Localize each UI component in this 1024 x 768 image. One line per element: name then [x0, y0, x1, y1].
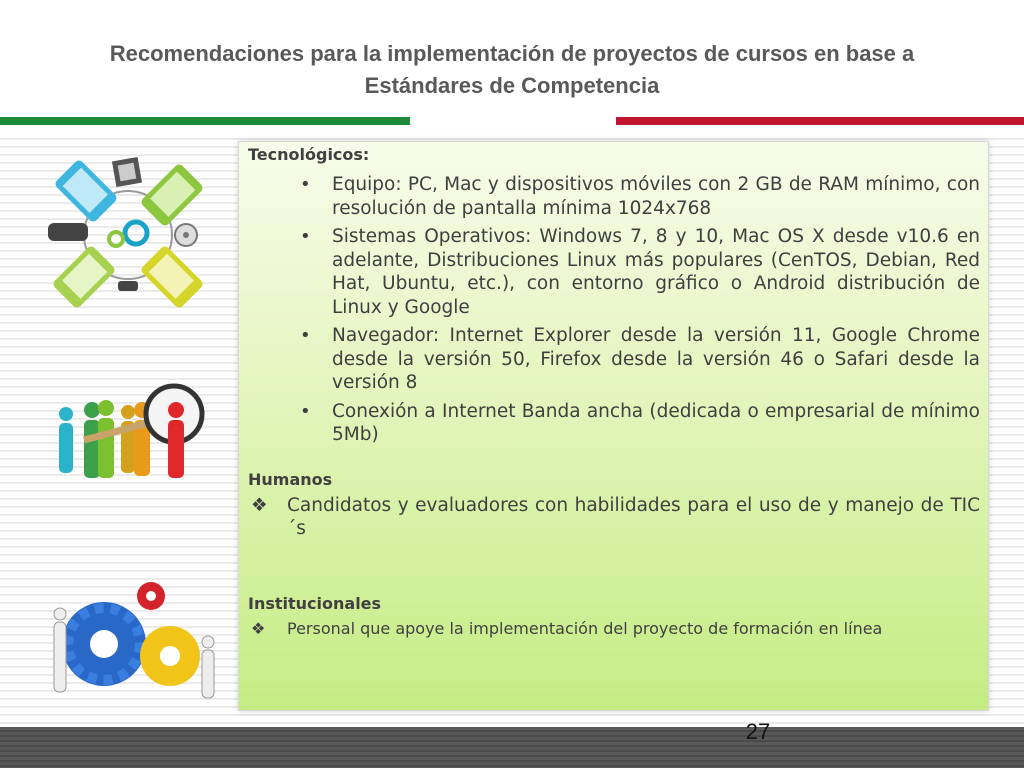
phone-icon-green: [139, 162, 204, 227]
title-line-2: Estándares de Competencia: [364, 73, 660, 98]
diamond-bullet-icon: ❖: [251, 494, 268, 516]
list-item: [248, 494, 980, 541]
institucionales-text: Personal que apoye la implementación del proyecto de formación en línea: [287, 618, 883, 638]
heading-tecnologicos: Tecnológicos:: [248, 145, 370, 164]
green-accent-bar: [0, 117, 410, 125]
list-item: • Equipo: PC, Mac y dispositivos móviles con 2 GB de RAM mínimo, con resolución de pantalla mínima 1024x768: [248, 173, 980, 220]
heading-institucionales: Institucionales: [248, 593, 382, 613]
phone-icon-lime: [51, 244, 116, 309]
film-icon: [112, 157, 142, 187]
list-item: • Navegador: Internet Explorer desde la versión 11, Google Chrome desde la versión 50, Firefox desde la versión 46 o Safari desde la versión 8: [248, 324, 980, 395]
gear-icon-yellow: [140, 626, 200, 686]
person-icon-gold: [121, 405, 135, 473]
disc-icon: [175, 224, 197, 246]
figure-icon-left: [54, 608, 66, 692]
list-item: [248, 618, 980, 640]
gear-icon-red: [137, 582, 165, 610]
gear-icon-small: [109, 222, 147, 246]
institucionales-list: [248, 618, 980, 640]
people-magnifier-illustration: [44, 370, 224, 515]
tablet-icon-yellow: [139, 244, 204, 309]
page-number: 27: [745, 719, 771, 744]
gear-icon-blue: [62, 602, 146, 686]
figure-icon-right: [202, 636, 214, 698]
humanos-text: Candidatos y evaluadores con habilidades para el uso de y manejo de TIC´s: [287, 494, 980, 539]
red-accent-bar: [616, 117, 1024, 125]
content-body: [248, 144, 980, 640]
person-icon-teal: [59, 407, 73, 473]
phone-icon-blue: [53, 158, 118, 223]
list-item: • Sistemas Operativos: Windows 7, 8 y 10, Mac OS X desde v10.6 en adelante, Distribuciones Linux más populares (CenTOS, Debian, Red Hat, Ubuntu, etc.), con entorno gráfico o Android distribución de Linux y Google: [248, 225, 980, 319]
slide-title: [40, 38, 984, 102]
diamond-bullet-icon: ❖: [251, 618, 266, 638]
gears-illustration: [48, 572, 220, 704]
heading-humanos: Humanos: [248, 469, 333, 489]
usb-icon: [118, 281, 138, 291]
gamepad-icon: [48, 223, 88, 241]
title-line-1: Recomendaciones para la implementación de proyectos de cursos en base a: [109, 41, 915, 66]
technology-devices-illustration: [48, 155, 208, 310]
tecnologicos-list: [248, 173, 980, 447]
list-item: • Conexión a Internet Banda ancha (dedicada o empresarial de mínimo 5Mb): [248, 400, 980, 447]
person-icon-red: [168, 402, 184, 478]
footer-bar: [0, 727, 1024, 768]
humanos-list: [248, 494, 980, 541]
